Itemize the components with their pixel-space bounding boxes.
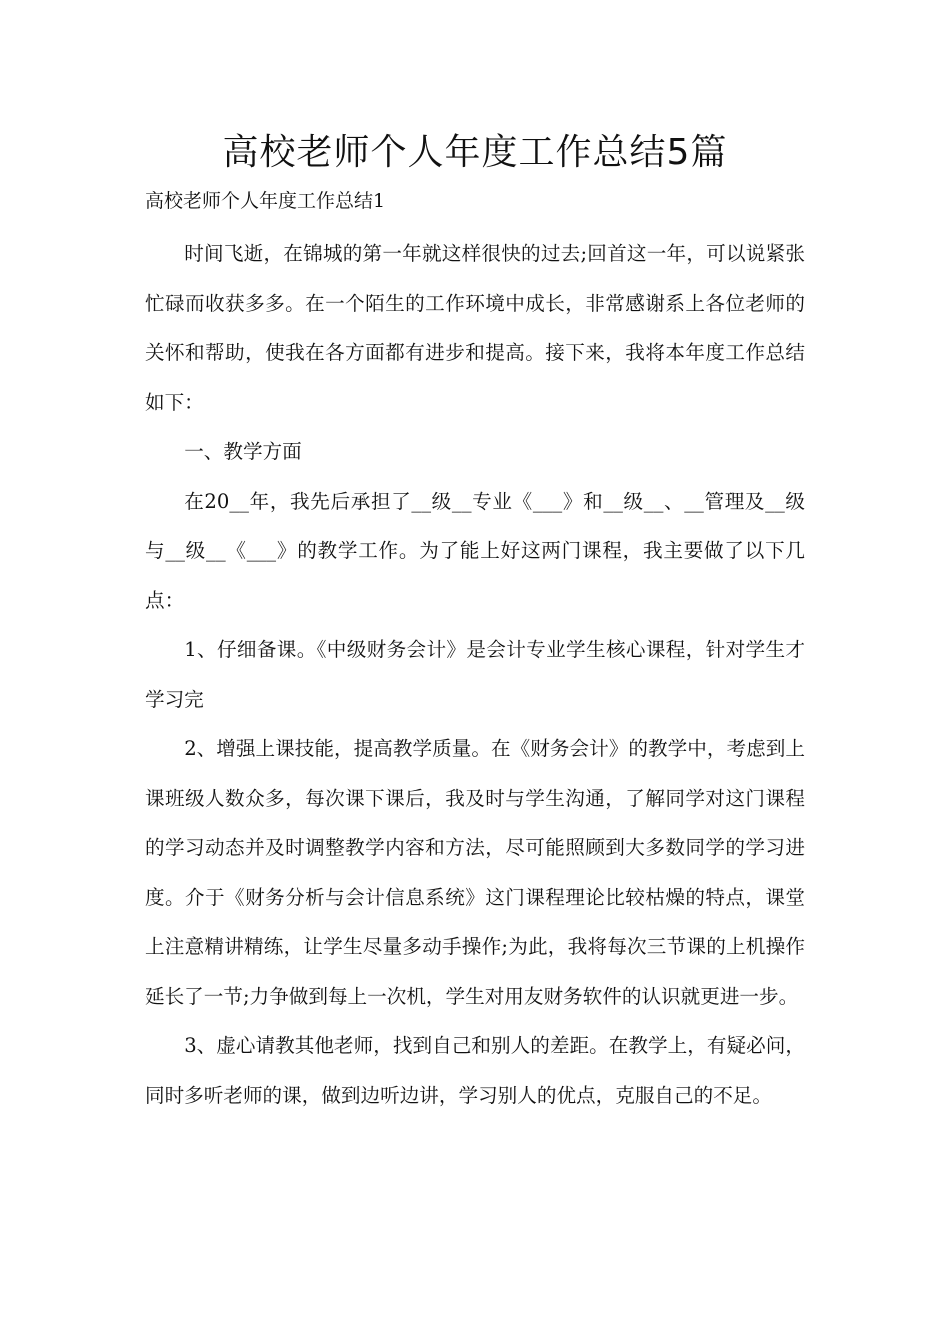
paragraph-intro: 时间飞逝，在锦城的第一年就这样很快的过去;回首这一年，可以说紧张忙碌而收获多多。在一个陌生的工作环境中成长，非常感谢系上各位老师的关怀和帮助，使我在各方面都有进步和提高。接下来，我将本年度工作总结如下： [145,242,805,414]
paragraph-point-3: 3、虚心请教其他老师，找到自己和别人的差距。在教学上，有疑必问，同时多听老师的课，做到边听边讲，学习别人的优点，克服自己的不足。 [145,1034,805,1107]
paragraph-point-1: 1、仔细备课。《中级财务会计》是会计专业学生核心课程，针对学生才学习完 [145,638,805,711]
document-body [145,229,805,1120]
section-title: 高校老师个人年度工作总结1 [145,190,386,212]
heading-teaching: 一、教学方面 [184,440,302,463]
document-title: 高校老师个人年度工作总结5篇 [222,132,728,173]
paragraph-point-2: 2、增强上课技能，提高教学质量。在《财务会计》的教学中，考虑到上课班级人数众多，每次课下课后，我及时与学生沟通，了解同学对这门课程的学习动态并及时调整教学内容和方法，尽可能照顾到大多数同学的学习进度。介于《财务分析与会计信息系统》这门课程理论比较枯燥的特点，课堂上注意精讲精练，让学生尽量多动手操作;为此，我将每次三节课的上机操作延长了一节;力争做到每上一次机，学生对用友财务软件的认识就更进一步。 [145,737,805,1008]
paragraph-courses: 在20__年，我先后承担了__级__专业《___》和__级__、__管理及__级与__级__《___》的教学工作。为了能上好这两门课程，我主要做了以下几点： [145,489,805,612]
